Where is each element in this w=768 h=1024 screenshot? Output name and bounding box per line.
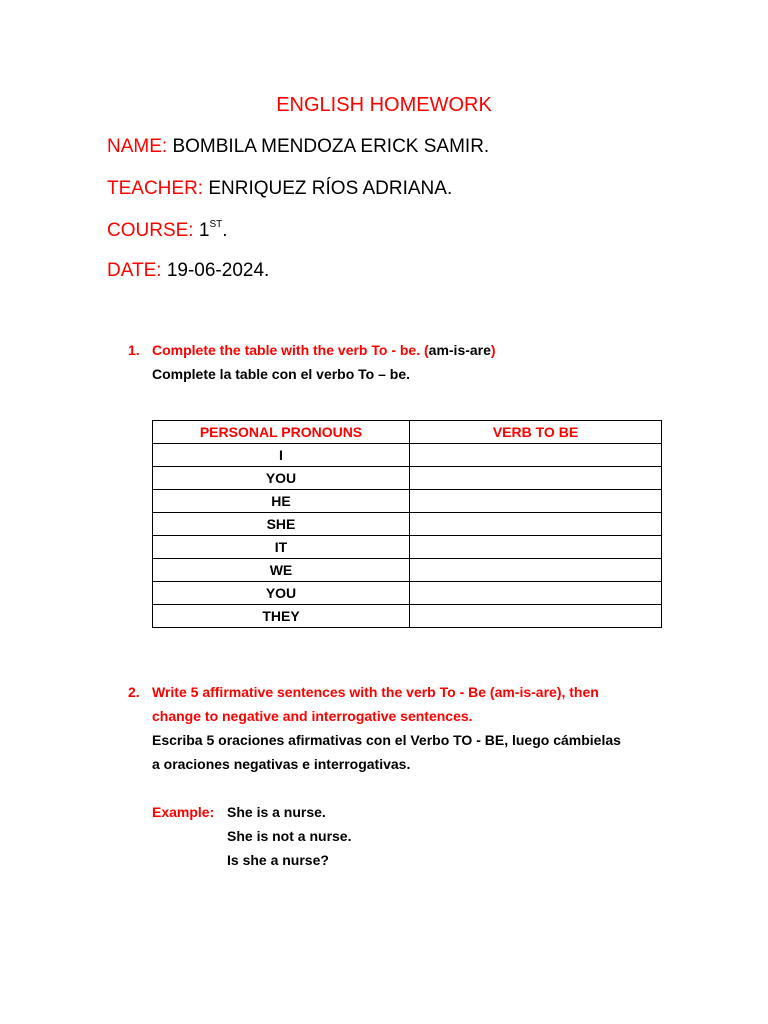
verb-cell[interactable] [410,467,662,490]
question-2-spanish-1: Escriba 5 oraciones afirmativas con el Verbo TO - BE, luego cámbielas [152,732,621,748]
example-sentence-interrogative: Is she a nurse? [227,852,329,868]
pronoun-cell: I [153,444,410,467]
question-2-number: 2. [128,684,140,700]
question-2-spanish-2: a oraciones negativas e interrogativas. [152,756,411,772]
question-2-line-1 [128,680,621,704]
pronoun-cell: IT [153,536,410,559]
question-2 [128,680,621,776]
example-sentence-affirmative: She is a nurse. [227,804,326,820]
table-row [153,559,662,582]
table-row [153,444,662,467]
question-1-verbs: am-is-are [428,342,491,358]
question-1-spanish: Complete la table con el verbo To – be. [152,366,411,382]
example-block [152,800,351,872]
teacher-line [107,178,452,200]
example-sentence-negative: She is not a nurse. [227,828,352,844]
course-superscript: ST [209,219,223,230]
verb-cell[interactable] [410,559,662,582]
question-2-text-1: Write 5 affirmative sentences with the verb To - Be (am-is-are), then [152,684,599,700]
name-line [107,136,489,158]
course-label: COURSE: [107,220,194,241]
verb-cell[interactable] [410,605,662,628]
teacher-value: ENRIQUEZ RÍOS ADRIANA. [208,178,453,199]
table-row [153,490,662,513]
pronoun-cell: YOU [153,582,410,605]
table-header-row [153,421,662,444]
table-row [153,605,662,628]
pronoun-cell: SHE [153,513,410,536]
example-label: Example: [152,804,215,820]
header-verb-to-be: VERB TO BE [410,421,662,444]
verb-cell[interactable] [410,444,662,467]
teacher-label: TEACHER: [107,178,204,199]
pronoun-cell: YOU [153,467,410,490]
table-row [153,467,662,490]
question-1-number: 1. [128,342,140,358]
question-1-line [128,338,496,362]
question-2-text-2: change to negative and interrogative sentences. [152,708,473,724]
date-line [107,260,269,282]
date-label: DATE: [107,260,162,281]
verb-cell[interactable] [410,582,662,605]
header-personal-pronouns: PERSONAL PRONOUNS [153,421,410,444]
course-value: 1 [198,220,210,241]
pronoun-cell: THEY [153,605,410,628]
date-value: 19-06-2024. [166,260,270,281]
question-1-text: Complete the table with the verb To - be. ( [152,342,429,358]
question-1-paren: ) [490,342,496,358]
example-line-1 [152,800,351,824]
question-1 [128,338,496,386]
verb-cell[interactable] [410,490,662,513]
table-row [153,536,662,559]
name-value: BOMBILA MENDOZA ERICK SAMIR. [172,136,490,157]
course-line [107,219,228,242]
document-title: ENGLISH HOMEWORK [276,94,492,116]
table-row [153,513,662,536]
verb-cell[interactable] [410,513,662,536]
table-row [153,582,662,605]
course-suffix: . [222,220,228,241]
verb-cell[interactable] [410,536,662,559]
pronoun-cell: WE [153,559,410,582]
pronoun-table [152,420,662,628]
name-label: NAME: [107,136,168,157]
pronoun-cell: HE [153,490,410,513]
